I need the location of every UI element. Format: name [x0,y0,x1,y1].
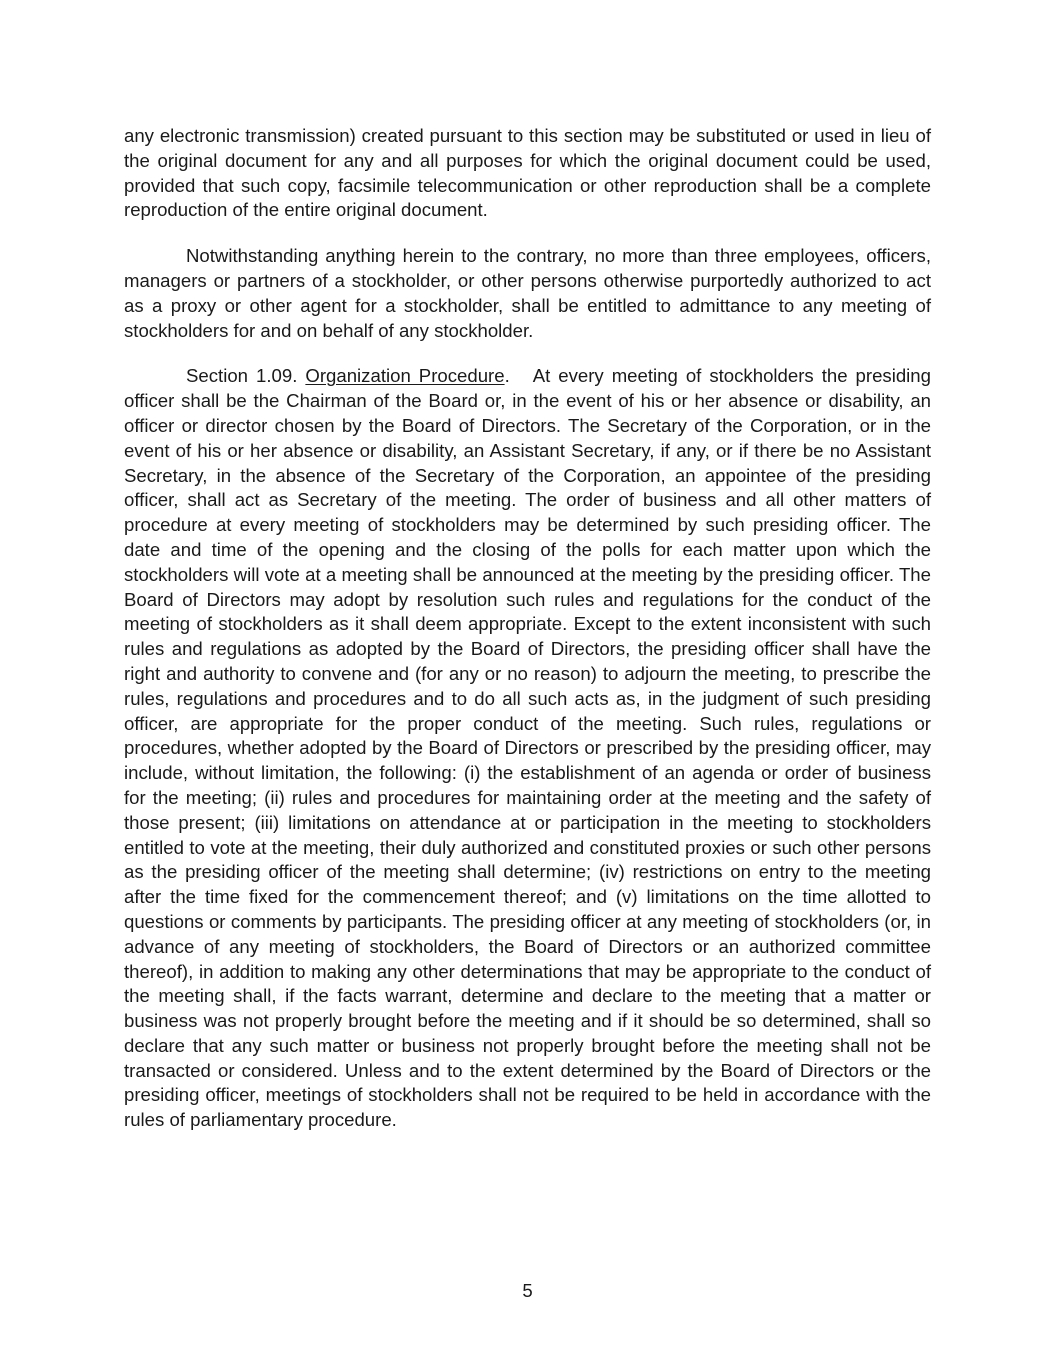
section-1-09-paragraph [124,364,931,1133]
document-page [124,124,931,1133]
section-number: Section 1.09. [186,365,298,387]
page-number: 5 [522,1280,533,1301]
section-heading-period: . [504,365,510,387]
paragraph-proxy-limit: Notwithstanding anything herein to the contrary, no more than three employees, officers, managers or partners of a stockholder, or other persons otherwise purportedly authorized to act as a proxy or other agent for a stockholder, shall be entitled to admittance to any meeting of stockholders for and on behalf of any stockholder. [124,245,931,341]
paragraph-continued: any electronic transmission) created pursuant to this section may be substituted or used in lieu of the original document for any and all purposes for which the original document could be used, provided that such copy, facsimile telecommunication or other reproduction shall be a complete reproduction of the entire original document. [124,125,931,221]
section-heading: Organization Procedure [305,365,505,387]
section-body: At every meeting of stockholders the presiding officer shall be the Chairman of the Board or, in the event of his or her absence or disability, an officer or director chosen by the Board of Directors. The Secretary of the Corporation, or in the event of his or her absence or disability, an Assistant Secretary, if any, or if there be no Assistant Secretary, in the absence of the Secretary of the Corporation, an appointee of the presiding officer, shall act as Secretary of the meeting. The order of business and all other matters of procedure at every meeting of stockholders may be determined by such presiding officer. The date and time of the opening and the closing of the polls for each matter upon which the stockholders will vote at a meeting shall be announced at the meeting by the presiding officer. The Board of Directors may adopt by resolution such rules and regulations for the conduct of the meeting of stockholders as it shall deem appropriate. Except to the extent inconsistent with such rules and regulations as adopted by the Board of Directors, the presiding officer shall have the right and authority to convene and (for any or no reason) to adjourn the meeting, to prescribe the rules, regulations and procedures and to do all such acts as, in the judgment of such presiding officer, are appropriate for the proper conduct of the meeting. Such rules, regulations or procedures, whether adopted by the Board of Directors or prescribed by the presiding officer, may include, without limitation, the following: (i) the establishment of an agenda or order of business for the meeting; (ii) rules and procedures for maintaining order at the meeting and the safety of those present; (iii) limitations on attendance at or participation in the meeting to stockholders entitled to vote at the meeting, their duly authorized and constituted proxies or such other persons as the presiding officer of the meeting shall determine; (iv) restrictions on entry to the meeting after the time fixed for the commencement thereof; and (v) limitations on the time allotted to questions or comments by participants. The presiding officer at any meeting of stockholders (or, in advance of any meeting of stockholders, the Board of Directors or an authorized committee thereof), in addition to making any other determinations that may be appropriate to the conduct of the meeting shall, if the facts warrant, determine and declare to the meeting that a matter or business was not properly brought before the meeting and if it should be so determined, shall so declare that any such matter or business not properly brought before the meeting shall not be transacted or considered. Unless and to the extent determined by the Board of Directors or the presiding officer, meetings of stockholders shall not be required to be held in accordance with the rules of parliamentary procedure. [124,365,931,1131]
